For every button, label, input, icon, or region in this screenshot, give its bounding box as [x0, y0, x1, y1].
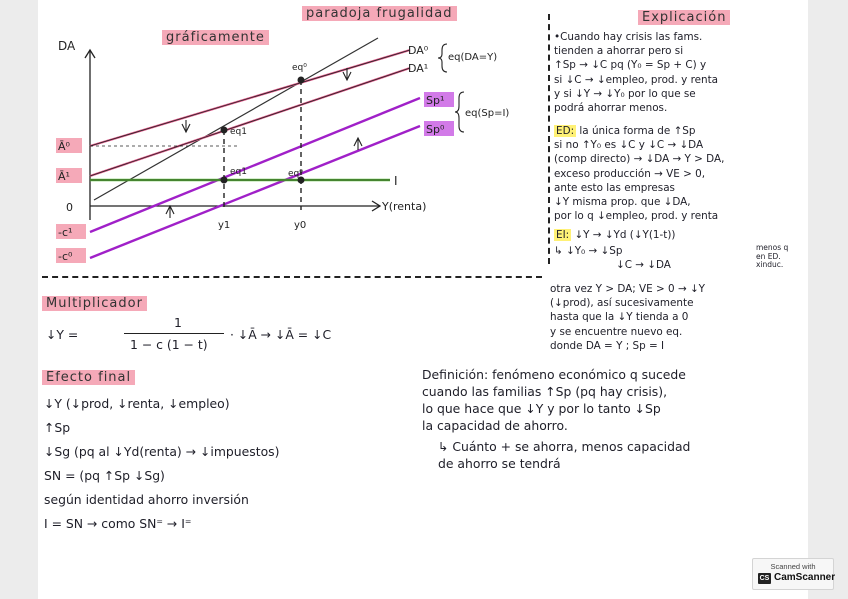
ed-block — [554, 124, 724, 223]
brace-sp — [455, 92, 464, 132]
point-eq0-top — [298, 77, 305, 84]
explanation-text — [554, 30, 718, 115]
ei-tag: EI: — [556, 229, 570, 241]
after-line: hasta que la ↓Y tienda a 0 — [550, 311, 689, 324]
fraction-bar — [124, 333, 224, 334]
final-effect-title: Efecto final — [42, 370, 135, 385]
after-block — [550, 282, 705, 353]
final-effect-list — [44, 392, 279, 536]
ed-tag: ED: — [556, 125, 575, 137]
graph-svg — [38, 0, 538, 270]
origin-label: 0 — [66, 201, 73, 214]
explanation-line: si ↓C → ↓empleo, prod. y renta — [554, 73, 719, 86]
line-sp1 — [90, 98, 420, 232]
minus-c1-label: -c¹ — [58, 226, 73, 239]
final-effect-line: I = SN → como SN⁼ → I⁼ — [44, 516, 192, 531]
eq0-bottom-label: eq⁰ — [288, 169, 303, 179]
main-title: paradoja frugalidad — [302, 6, 457, 21]
definition-line: cuando las familias ↑Sp (pq hay crisis), — [422, 384, 668, 399]
ed-line: exceso producción → VE > 0, — [554, 167, 705, 180]
line-da0-ink — [90, 50, 410, 146]
explanation-line: tienden a ahorrar pero si — [554, 45, 684, 58]
camscanner-badge — [752, 558, 834, 590]
y-axis-label: DA — [58, 39, 76, 53]
ei-line-2: ↳ ↓Y₀ → ↓Sp — [554, 245, 623, 258]
after-line: y se encuentre nuevo eq. — [550, 325, 683, 338]
final-effect-line: ↓Y (↓prod, ↓renta, ↓empleo) — [44, 396, 230, 411]
ei-line-1: ↓Y → ↓Yd (↓Y(1-t)) — [574, 229, 676, 241]
scanned-notes-page — [38, 0, 808, 599]
ed-line: (comp directo) → ↓DA → Y > DA, — [554, 153, 725, 166]
final-effect-line: ↑Sp — [44, 420, 71, 435]
ed-line: ↓Y misma prop. que ↓DA, — [554, 196, 691, 209]
after-line: (↓prod), así sucesivamente — [550, 297, 694, 310]
point-eq1-bottom — [221, 177, 228, 184]
horizontal-divider — [42, 276, 542, 278]
eq1-top-label: eq1 — [230, 127, 247, 137]
definition-line: Definición: fenómeno económico q sucede — [422, 367, 686, 382]
multiplier-rest: · ↓Ā → ↓Ā = ↓C — [230, 327, 332, 342]
final-effect-line: ↓Sg (pq al ↓Yd(renta) → ↓impuestos) — [44, 444, 280, 459]
ei-side-note: menos q en ED. xinduc. — [756, 243, 789, 269]
consequence-line: ↳ Cuánto + se ahorra, menos capacidad — [438, 439, 691, 454]
ed-line: si no ↑Y₀ es ↓C y ↓C → ↓DA — [554, 139, 704, 152]
x-axis-label: Y(renta) — [382, 200, 427, 213]
camscanner-logo-icon: CS — [759, 575, 770, 582]
explanation-line: ↑Sp → ↓C pq (Y₀ = Sp + C) y — [554, 59, 707, 72]
y0-label: y0 — [294, 220, 307, 231]
sp0-label: Sp⁰ — [426, 123, 445, 136]
multiplier-numerator: 1 — [174, 315, 182, 330]
explanation-title: Explicación — [638, 10, 730, 25]
definition-block — [422, 366, 686, 434]
eq-sp-label: eq(Sp=I) — [465, 108, 510, 119]
definition-line: lo que hace que ↓Y y por lo tanto ↓Sp — [422, 401, 661, 416]
final-effect-line: según identidad ahorro inversión — [44, 492, 249, 507]
multiplier-lhs: ↓Y = — [46, 327, 79, 342]
ed-line: ante esto las empresas — [554, 181, 675, 194]
multiplier-denominator: 1 − c (1 − t) — [130, 337, 208, 352]
consequence-line: de ahorro se tendrá — [438, 456, 561, 471]
consequence-block — [438, 438, 690, 472]
badge-brand: CamScanner — [774, 572, 836, 583]
ei-line-3: ↓C → ↓DA — [616, 259, 671, 272]
explanation-line: y si ↓Y → ↓Y₀ por lo que se — [554, 87, 696, 100]
ed-line: la única forma de ↑Sp — [579, 125, 696, 137]
eq-da-label: eq(DA=Y) — [448, 52, 498, 63]
y1-label: y1 — [218, 220, 231, 231]
point-eq1-top — [221, 127, 228, 134]
sp1-label: Sp¹ — [426, 94, 445, 107]
i-line-label: I — [394, 174, 398, 188]
ed-line: por lo q ↓empleo, prod. y renta — [554, 210, 719, 223]
graph-title: gráficamente — [162, 30, 269, 45]
explanation-line: •Cuando hay crisis las fams. — [554, 31, 703, 43]
eq0-top-label: eq⁰ — [292, 63, 307, 73]
minus-c0-label: -c⁰ — [58, 250, 73, 263]
eq1-bottom-label: eq1 — [230, 167, 247, 177]
brace-da — [438, 44, 447, 72]
after-line: otra vez Y > DA; VE > 0 → ↓Y — [550, 283, 706, 295]
definition-line: la capacidad de ahorro. — [422, 418, 568, 433]
multiplier-title: Multiplicador — [42, 296, 147, 311]
a0-label: Ā⁰ — [58, 140, 70, 153]
vertical-divider — [548, 14, 550, 264]
after-line: donde DA = Y ; Sp = I — [550, 339, 665, 352]
da1-label: DA¹ — [408, 62, 429, 75]
a1-label: Ā¹ — [58, 170, 70, 183]
badge-caption: Scanned with — [770, 562, 816, 571]
da0-label: DA⁰ — [408, 44, 429, 57]
explanation-line: podrá ahorrar menos. — [554, 102, 668, 115]
final-effect-line: SN = (pq ↑Sp ↓Sg) — [44, 468, 165, 483]
ei-block — [554, 228, 675, 273]
